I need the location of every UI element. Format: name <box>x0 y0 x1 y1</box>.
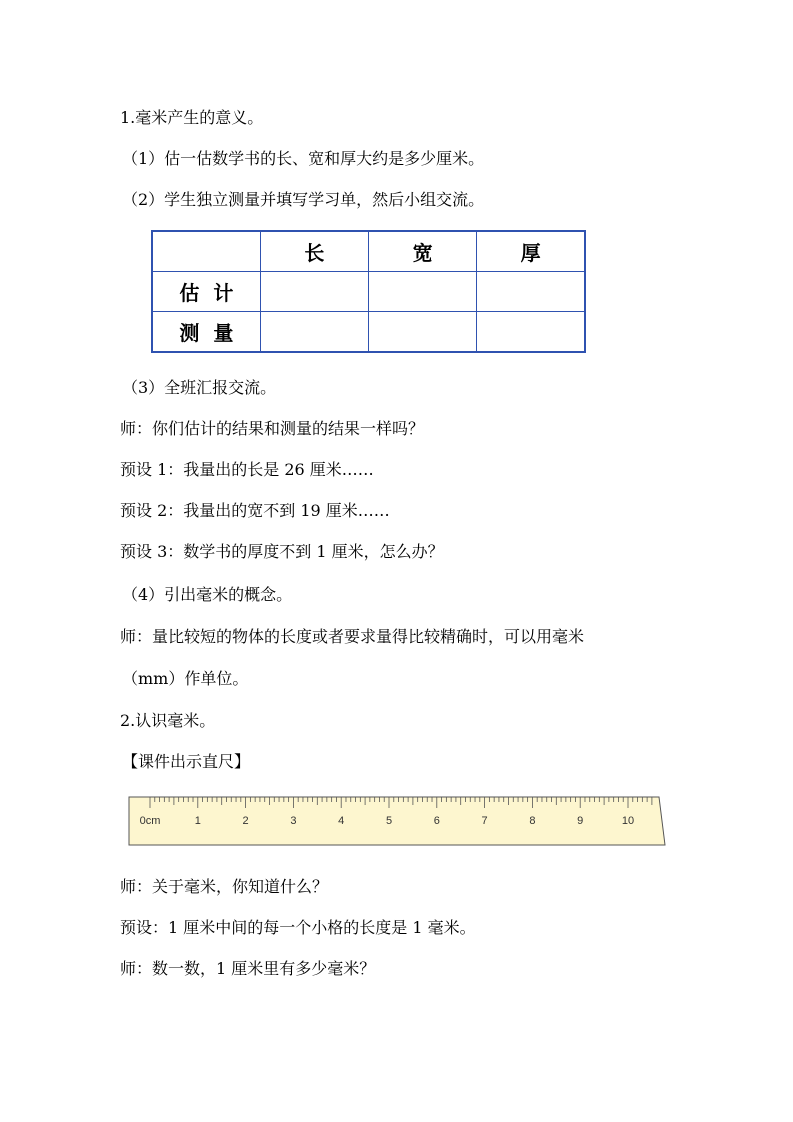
line-15: 预设：1 厘米中间的每一个小格的长度是 1 毫米。 <box>120 918 476 937</box>
ruler-label: 4 <box>338 815 345 827</box>
table-header-blank <box>152 231 260 272</box>
table-cell <box>477 272 585 312</box>
ruler-label: 2 <box>242 815 249 827</box>
ruler-body <box>129 797 665 845</box>
ruler-label: 3 <box>290 815 297 827</box>
ruler-label: 9 <box>577 815 584 827</box>
line-2: （1）估一估数学书的长、宽和厚大约是多少厘米。 <box>122 149 485 168</box>
line-6: 预设 1：我量出的长是 26 厘米…… <box>120 460 374 479</box>
ruler-label: 1 <box>194 815 201 827</box>
line-4: （3）全班汇报交流。 <box>122 378 277 397</box>
table-row <box>152 272 585 312</box>
line-11: （mm）作单位。 <box>122 669 249 688</box>
table-header-thickness: 厚 <box>477 231 585 272</box>
ruler-label: 5 <box>385 815 393 827</box>
line-9: （4）引出毫米的概念。 <box>122 585 293 604</box>
table-cell <box>369 272 477 312</box>
row-label-estimate: 估计 <box>152 272 260 312</box>
measurement-table <box>151 230 586 353</box>
table-cell <box>260 311 368 352</box>
table-cell <box>477 311 585 352</box>
line-12: 2.认识毫米。 <box>120 711 216 730</box>
table-cell <box>260 272 368 312</box>
line-1: 1.毫米产生的意义。 <box>120 108 264 127</box>
table-header-length: 长 <box>260 231 368 272</box>
ruler-label: 8 <box>529 815 536 827</box>
ruler-label: 0cm <box>139 815 161 827</box>
table-cell <box>369 311 477 352</box>
ruler-label: 6 <box>433 815 440 827</box>
table-row <box>152 311 585 352</box>
table-header-row <box>152 231 585 272</box>
ruler-label: 7 <box>481 815 488 827</box>
ruler-illustration <box>128 796 666 846</box>
line-7: 预设 2：我量出的宽不到 19 厘米…… <box>120 501 390 520</box>
table-header-width: 宽 <box>369 231 477 272</box>
line-5: 师：你们估计的结果和测量的结果一样吗？ <box>120 419 425 438</box>
line-10: 师：量比较短的物体的长度或者要求量得比较精确时，可以用毫米 <box>120 627 585 646</box>
line-3: （2）学生独立测量并填写学习单，然后小组交流。 <box>122 190 485 209</box>
line-16: 师：数一数，1 厘米里有多少毫米？ <box>120 959 376 978</box>
line-14: 师：关于毫米，你知道什么？ <box>120 877 329 896</box>
line-13: 【课件出示直尺】 <box>122 752 251 771</box>
line-8: 预设 3：数学书的厚度不到 1 厘米，怎么办？ <box>120 542 444 561</box>
ruler-label: 10 <box>621 815 635 827</box>
row-label-measure: 测量 <box>152 311 260 352</box>
